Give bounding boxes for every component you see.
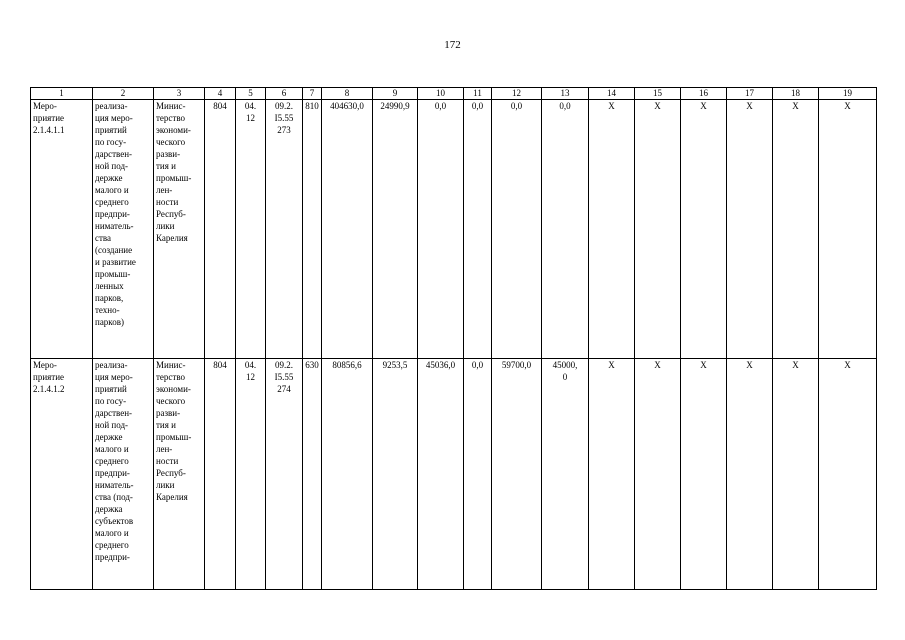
cell-text-line: Меро- [33,360,57,370]
value-cell-col-11: 0,0 [464,100,492,359]
cell-text-line: лики [156,480,175,490]
column-number-18: 18 [773,88,819,100]
cell-text-line: 273 [277,125,291,135]
cell-text-line: терство [156,113,186,123]
value-cell-col-17: X [727,359,773,590]
expense-type-cell: 810 [303,100,322,359]
cell-text-line: среднего [95,197,129,207]
cell-text-line: приятий [95,384,127,394]
value-cell-col-17: X [727,100,773,359]
cell-text-line: ниматель- [95,221,134,231]
column-number-11: 11 [464,88,492,100]
cell-text-line: 09.2. [275,360,293,370]
value-cell-col-14: X [589,100,635,359]
cell-text-line: ция меро- [95,372,133,382]
cell-text-line: 0 [562,372,568,382]
target-article-cell [266,359,303,590]
cell-text-line: тия и [156,161,176,171]
measure-description-cell [93,100,154,359]
value-cell-col-13 [542,100,589,359]
column-number-3: 3 [154,88,205,100]
value-cell-col-18: X [773,100,819,359]
cell-text-line: техно- [95,305,120,315]
cell-text-line: предпри- [95,468,130,478]
cell-text-line: парков) [95,317,124,327]
measure-description-cell [93,359,154,590]
value-cell-col-9: 24990,9 [373,100,418,359]
cell-text-line: ства (под- [95,492,133,502]
cell-text-line: малого и [95,444,129,454]
cell-text-line: Карелия [156,233,188,243]
cell-text-line: (создание [95,245,133,255]
value-cell-col-16: X [681,100,727,359]
section-code-cell [236,100,266,359]
cell-text-line: реализа- [95,101,128,111]
cell-text-line: приятие [33,372,65,382]
cell-text-line: ства [95,233,112,243]
column-number-12: 12 [492,88,542,100]
cell-text-line: предпри- [95,552,130,562]
cell-text-line: 2.1.4.1.1 [33,125,65,135]
cell-text-line: 04. [244,101,257,111]
cell-text-line: Карелия [156,492,188,502]
cell-text-line: разви- [156,149,181,159]
cell-text-line: реализа- [95,360,128,370]
value-cell-col-18: X [773,359,819,590]
cell-text-line: экономи- [156,125,191,135]
page-number: 172 [444,39,461,51]
column-number-19: 19 [819,88,877,100]
cell-text-line: малого и [95,528,129,538]
cell-text-line: ческого [156,396,186,406]
cell-text-line: среднего [95,540,129,550]
cell-text-line: тия и [156,420,176,430]
cell-text-line: лен- [156,444,173,454]
target-article-cell [266,100,303,359]
cell-text-line: Минис- [156,360,186,370]
value-cell-col-12: 0,0 [492,100,542,359]
value-cell-col-8: 404630,0 [322,100,373,359]
value-cell-col-14: X [589,359,635,590]
cell-text-line: промыш- [156,432,192,442]
grbs-code-cell: 804 [205,359,236,590]
cell-text-line: лен- [156,185,173,195]
cell-text-line: держке [95,432,123,442]
cell-text-line: по госу- [95,396,127,406]
cell-text-line: среднего [95,456,129,466]
cell-text-line: предпри- [95,209,130,219]
cell-text-line: 12 [246,372,255,382]
cell-text-line: приятий [95,125,127,135]
cell-text-line: субъектов [95,516,134,526]
cell-text-line: ности [156,197,179,207]
cell-text-line: Меро- [33,101,57,111]
cell-text-line: малого и [95,185,129,195]
cell-text-line: промыш- [156,173,192,183]
budget-table [30,87,877,590]
column-number-13: 13 [542,88,589,100]
cell-text-line: и развитие [95,257,136,267]
section-code-cell [236,359,266,590]
cell-text-line: 04. [244,360,257,370]
cell-text-line: терство [156,372,186,382]
value-cell-col-9: 9253,5 [373,359,418,590]
column-number-16: 16 [681,88,727,100]
cell-text-line: по госу- [95,137,127,147]
cell-text-line: промыш- [95,269,131,279]
value-cell-col-8: 80856,6 [322,359,373,590]
cell-text-line: ческого [156,137,186,147]
cell-text-line: 0,0 [559,101,571,111]
grbs-code-cell: 804 [205,100,236,359]
cell-text-line: ция меро- [95,113,133,123]
value-cell-col-19: X [819,359,877,590]
value-cell-col-10: 45036,0 [418,359,464,590]
value-cell-col-19: X [819,100,877,359]
measure-code-cell [31,359,93,590]
column-number-6: 6 [266,88,303,100]
cell-text-line: Респуб- [156,209,186,219]
cell-text-line: экономи- [156,384,191,394]
responsible-executor-cell [154,359,205,590]
column-number-15: 15 [635,88,681,100]
value-cell-col-15: X [635,100,681,359]
column-number-header [31,88,877,100]
cell-text-line: лики [156,221,175,231]
responsible-executor-cell [154,100,205,359]
column-number-17: 17 [727,88,773,100]
cell-text-line: ности [156,456,179,466]
cell-text-line: ной под- [95,161,129,171]
cell-text-line: I5.55 [274,372,294,382]
column-number-1: 1 [31,88,93,100]
cell-text-line: дарствен- [95,149,133,159]
value-cell-col-13 [542,359,589,590]
cell-text-line: дарствен- [95,408,133,418]
column-number-14: 14 [589,88,635,100]
value-cell-col-10: 0,0 [418,100,464,359]
cell-text-line: 2.1.4.1.2 [33,384,65,394]
cell-text-line: 45000, [552,360,578,370]
cell-text-line: ленных [95,281,124,291]
column-number-2: 2 [93,88,154,100]
cell-text-line: держке [95,173,123,183]
value-cell-col-12: 59700,0 [492,359,542,590]
cell-text-line: разви- [156,408,181,418]
expense-type-cell: 630 [303,359,322,590]
cell-text-line: держка [95,504,123,514]
value-cell-col-11: 0,0 [464,359,492,590]
cell-text-line: ной под- [95,420,129,430]
value-cell-col-15: X [635,359,681,590]
column-number-10: 10 [418,88,464,100]
cell-text-line: парков, [95,293,124,303]
column-number-9: 9 [373,88,418,100]
cell-text-line: 09.2. [275,101,293,111]
cell-text-line: приятие [33,113,65,123]
cell-text-line: I5.55 [274,113,294,123]
column-number-7: 7 [303,88,322,100]
cell-text-line: Респуб- [156,468,186,478]
value-cell-col-16: X [681,359,727,590]
measure-code-cell [31,100,93,359]
cell-text-line: ниматель- [95,480,134,490]
table-row [31,359,877,590]
cell-text-line: 12 [246,113,255,123]
column-number-8: 8 [322,88,373,100]
cell-text-line: 274 [277,384,291,394]
column-number-5: 5 [236,88,266,100]
table-row [31,100,877,359]
column-number-4: 4 [205,88,236,100]
cell-text-line: Минис- [156,101,186,111]
